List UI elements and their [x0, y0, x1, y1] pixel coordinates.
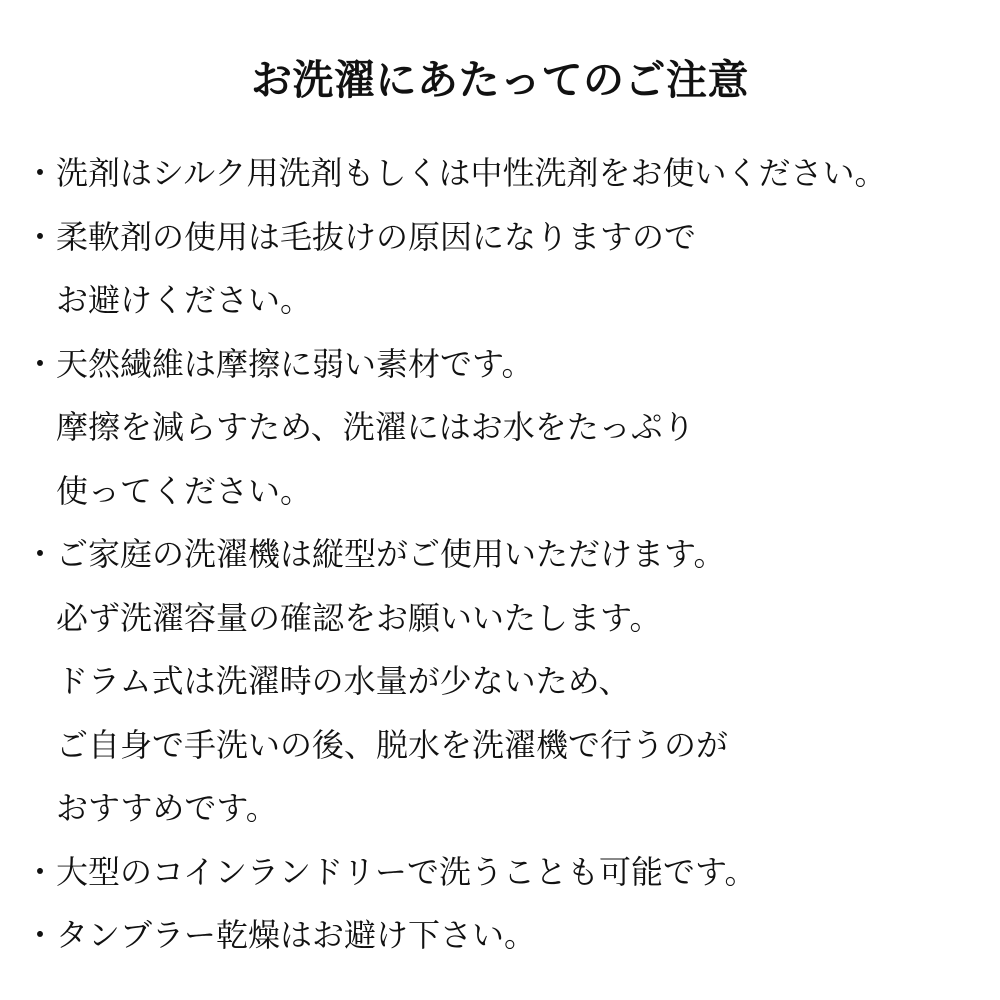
note-continuation-line [0, 587, 1000, 651]
note-text: ご家庭の洗濯機は縦型がご使用いただけます。 [56, 535, 726, 573]
note-item [0, 904, 1000, 968]
page-title: お洗濯にあたってのご注意 [251, 56, 749, 104]
bullet-icon: ・ [24, 217, 57, 256]
note-text: 必ず洗濯容量の確認をお願いいたします。 [56, 598, 662, 637]
note-item [0, 333, 1000, 397]
note-item [0, 523, 1000, 587]
bullet-icon: ・ [24, 344, 57, 383]
note-continuation-line [0, 269, 1000, 333]
note-text: 使ってください。 [56, 471, 313, 510]
note-continuation-line [0, 396, 1000, 460]
note-text: タンブラー乾燥はお避け下さい。 [56, 916, 537, 954]
note-text: ご自身で手洗いの後、脱水を洗濯機で行うのが [56, 725, 729, 764]
care-notes-list [0, 142, 1000, 968]
note-item [0, 142, 1000, 206]
note-continuation-line [0, 777, 1000, 841]
note-text: おすすめです。 [56, 789, 278, 827]
note-text: 洗剤はシルク用洗剤もしくは中性洗剤をお使いください。 [56, 154, 887, 192]
bullet-icon: ・ [24, 852, 57, 891]
note-continuation-line [0, 650, 1000, 714]
note-text: 天然繊維は摩擦に弱い素材です。 [56, 344, 534, 383]
note-item [0, 841, 1000, 905]
note-text: ドラム式は洗濯時の水量が少ないため、 [56, 662, 631, 700]
bullet-icon: ・ [24, 154, 57, 192]
note-item [0, 206, 1000, 270]
note-text: 柔軟剤の使用は毛抜けの原因になりますので [56, 217, 697, 256]
note-continuation-line [0, 714, 1000, 778]
bullet-icon: ・ [24, 535, 57, 573]
note-text: お避けください。 [56, 281, 313, 319]
note-text: 大型のコインランドリーで洗うことも可能です。 [56, 852, 757, 891]
note-continuation-line [0, 460, 1000, 524]
note-text: 摩擦を減らすため、洗濯にはお水をたっぷり [56, 408, 695, 446]
bullet-icon: ・ [24, 916, 57, 954]
